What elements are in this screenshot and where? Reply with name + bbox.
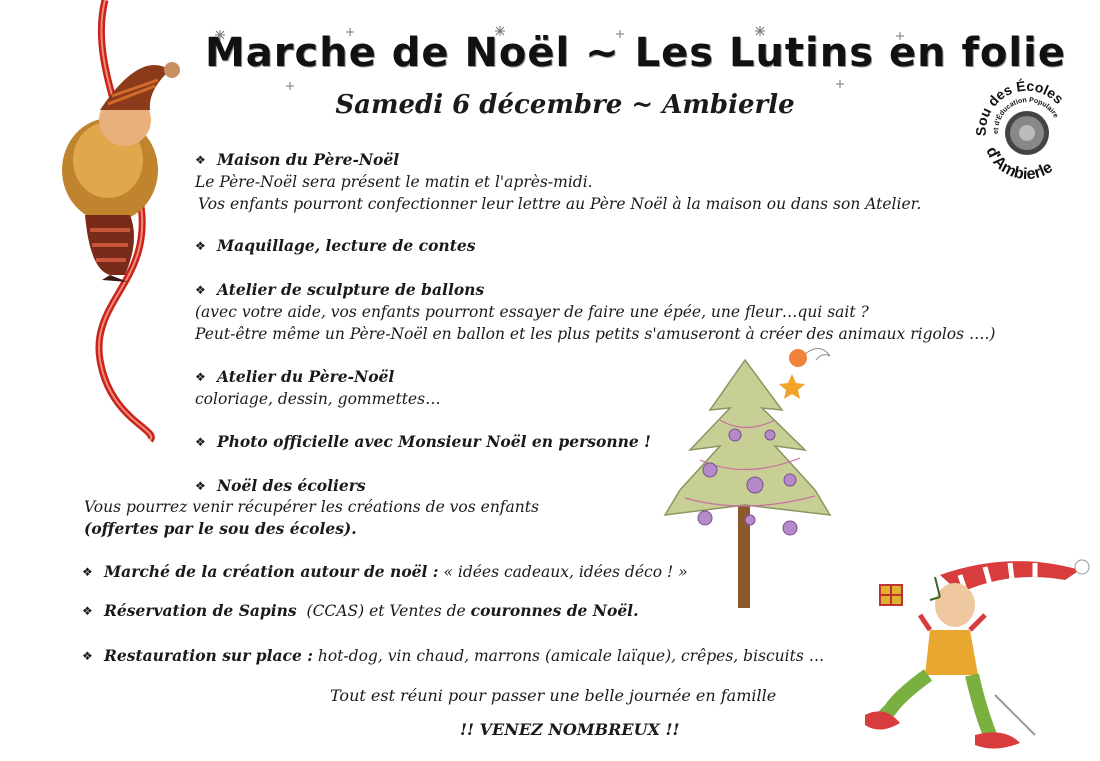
diamond-bullet-icon: ❖	[82, 649, 93, 663]
item-heading: Atelier de sculpture de ballons	[217, 280, 485, 299]
item-text: Vous pourrez venir récupérer les créations de vos enfants	[84, 498, 539, 516]
item-text: coloriage, dessin, gommettes…	[195, 390, 441, 408]
page-subtitle: Samedi 6 décembre ~ Ambierle	[335, 90, 795, 120]
logo-text-bottom: d'Ambierle	[982, 144, 1056, 184]
logo-text-middle: et d'Éducation Populaire	[992, 96, 1060, 135]
item-heading: Maison du Père-Noël	[217, 150, 400, 169]
item-text: Le Père-Noël sera présent le matin et l'après-midi.	[195, 173, 593, 191]
logo-text-top: Sou des Écoles	[972, 77, 1068, 137]
item-heading: Marché de la création autour de noël :	[104, 562, 439, 581]
dancing-elf-illustration	[860, 545, 1100, 755]
item-heading: Restauration sur place :	[104, 646, 313, 665]
item-heading: Maquillage, lecture de contes	[217, 236, 476, 255]
item-text: couronnes de Noël.	[470, 601, 639, 620]
list-item	[82, 561, 688, 583]
item-heading: Photo officielle avec Monsieur Noël en personne !	[217, 432, 651, 451]
diamond-bullet-icon: ❖	[82, 565, 93, 579]
sou-des-ecoles-logo	[972, 76, 1082, 186]
diamond-bullet-icon: ❖	[195, 153, 206, 167]
christmas-tree-illustration	[650, 340, 850, 610]
item-text: hot-dog, vin chaud, marrons (amicale laïque), crêpes, biscuits …	[317, 647, 825, 665]
diamond-bullet-icon: ❖	[82, 604, 93, 618]
list-item	[195, 279, 995, 345]
item-heading: Noël des écoliers	[217, 476, 366, 495]
list-item	[195, 475, 366, 497]
hanging-elf-illustration	[30, 0, 200, 450]
diamond-bullet-icon: ❖	[195, 479, 206, 493]
list-item	[82, 645, 824, 667]
list-item	[195, 235, 475, 257]
diamond-bullet-icon: ❖	[195, 239, 206, 253]
item-text: « idées cadeaux, idées déco ! »	[443, 563, 688, 581]
list-item	[195, 149, 921, 215]
footer-tagline: Tout est réuni pour passer une belle journée en famille	[330, 686, 777, 705]
item-text: (avec votre aide, vos enfants pourront essayer de faire une épée, une fleur…qui sait ?	[195, 303, 869, 321]
diamond-bullet-icon: ❖	[195, 435, 206, 449]
item-text: (CCAS) et Ventes de	[306, 602, 466, 620]
item-heading: Réservation de Sapins	[104, 601, 297, 620]
diamond-bullet-icon: ❖	[195, 283, 206, 297]
page-title: Marche de Noël ~ Les Lutins en folie	[205, 30, 1066, 76]
item-text: Vos enfants pourront confectionner leur lettre au Père Noël à la maison ou dans son Atelier.	[198, 195, 922, 213]
footer-callout: !! VENEZ NOMBREUX !!	[460, 720, 680, 739]
item-text: Peut-être même un Père-Noël en ballon et les plus petits s'amuseront à créer des animaux rigolos ….)	[195, 325, 996, 343]
list-item	[195, 431, 651, 453]
list-item	[82, 600, 638, 622]
item-text: (offertes par le sou des écoles).	[84, 519, 357, 538]
diamond-bullet-icon: ❖	[195, 370, 206, 384]
list-item-continuation	[84, 496, 539, 540]
list-item	[195, 366, 441, 410]
item-heading: Atelier du Père-Noël	[217, 367, 395, 386]
